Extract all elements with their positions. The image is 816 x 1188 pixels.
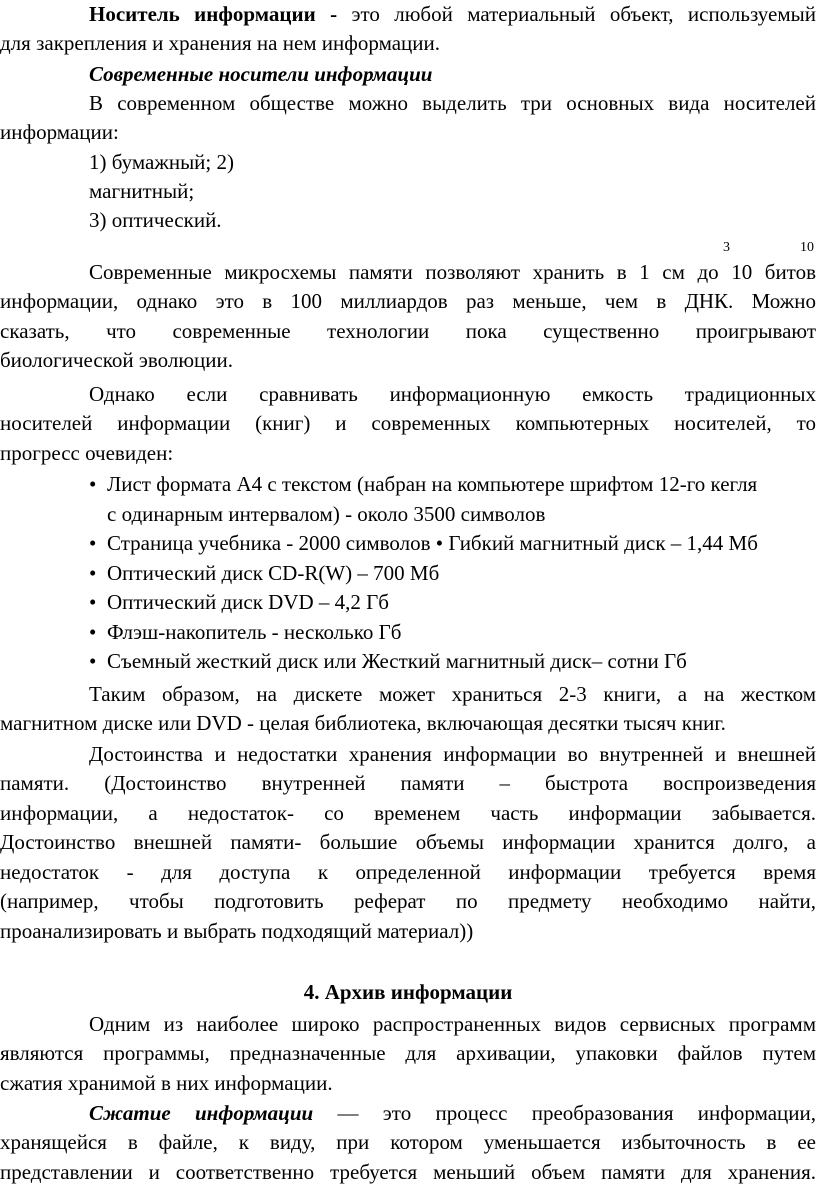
list-item [89, 618, 816, 648]
memory-line7: проанализировать и выбрать подходящий материал)) [0, 918, 474, 943]
archive-line3: сжатия хранимой в них информации. [0, 1070, 333, 1095]
capacity-list [89, 470, 816, 677]
compression-text: — это процесс преобразования информации, [313, 1101, 816, 1125]
types-paragraph-cont [0, 118, 816, 148]
memory-line6: (например, чтобы подготовить реферат по предмету необходимо найти, [0, 889, 816, 913]
conclusion-paragraph [0, 680, 816, 710]
list-item-1-line2: с одинарным интервалом) - около 3500 символов [107, 501, 546, 526]
archive-paragraph [0, 1010, 816, 1040]
compare-line1: Однако если сравнивать информационную емкость традиционных [89, 382, 816, 406]
definition-paragraph-cont [0, 29, 816, 59]
chips-line4: биологической эволюции. [0, 348, 233, 372]
list-item-3: Оптический диск CD-R(W) – 700 Мб [107, 560, 440, 585]
chips-line3: сказать, что современные технологии пока существенно проигрывают [0, 318, 816, 343]
definition-text: это любой материальный объект, используемый [337, 2, 816, 26]
superscript-10: 10 [800, 240, 814, 255]
list-item-5: Флэш-накопитель - несколько Гб [107, 619, 402, 644]
list-item-2: Страница учебника - 2000 символов • Гибкий магнитный диск – 1,44 Мб [107, 531, 758, 555]
compression-line3: представлении и соответственно требуется меньший объем памяти для хранения. [0, 1159, 816, 1184]
list-item [89, 588, 816, 618]
compare-paragraph-cont [0, 409, 816, 468]
conclusion-paragraph-cont [0, 709, 816, 739]
list-item [89, 647, 816, 677]
archive-line1: Одним из наиболее широко распространенных видов сервисных программ [89, 1012, 816, 1036]
types-paragraph [0, 89, 816, 119]
types-item-2-text: магнитный; [89, 179, 195, 203]
memory-paragraph [0, 740, 816, 770]
compression-term: Сжатие информации [89, 1101, 314, 1125]
memory-line2: памяти. (Достоинство внутренней памяти – быстрота воспроизведения [0, 771, 816, 795]
compression-paragraph-cont [0, 1128, 816, 1187]
superscript-3: 3 [723, 240, 730, 255]
modern-carriers-heading-text: Современные носители информации [89, 62, 433, 86]
types-item-3-text: 3) оптический. [89, 208, 222, 232]
list-item-6: Съемный жесткий диск или Жесткий магнитный диск– сотни Гб [107, 649, 687, 673]
chips-paragraph-cont [0, 287, 816, 376]
types-line2: информации: [0, 120, 119, 144]
chips-paragraph [0, 258, 816, 288]
list-item [89, 559, 816, 589]
compression-paragraph [0, 1099, 816, 1129]
memory-line1: Достоинства и недостатки хранения информации во внутренней и внешней [89, 742, 816, 766]
compare-line3: прогресс очевиден: [0, 440, 174, 465]
types-item-1 [0, 148, 816, 178]
section-heading: 4. Архив информации [303, 980, 513, 1004]
chips-line2: информации, однако это в 100 миллиардов раз меньше, чем в ДНК. Можно [0, 289, 816, 313]
definition-paragraph [0, 0, 816, 30]
compare-paragraph [0, 380, 816, 410]
memory-line5: недостаток - для доступа к определенной информации требуется время [0, 859, 816, 884]
list-item [89, 470, 816, 529]
memory-line4: Достоинство внешней памяти- большие объемы информации хранится долго, а [0, 830, 816, 854]
modern-carriers-heading [0, 60, 816, 90]
conclusion-line2: магнитном диске или DVD - целая библиотека, включающая десятки тысяч книг. [0, 711, 726, 735]
definition-term: Носитель информации - [89, 2, 338, 26]
chips-line1: Современные микросхемы памяти позволяют хранить в 1 см до 10 битов [89, 260, 816, 284]
list-item [89, 529, 816, 559]
archive-paragraph-cont [0, 1039, 816, 1098]
types-item-3 [0, 206, 816, 236]
list-item-1-line1: Лист формата А4 с текстом (набран на компьютере шрифтом 12-го кегля [107, 472, 758, 496]
list-item-4: Оптический диск DVD – 4,2 Гб [107, 590, 389, 614]
memory-paragraph-cont [0, 769, 816, 946]
compression-line2: хранящейся в файле, к виду, при котором уменьшается избыточность в ее [0, 1130, 816, 1154]
conclusion-line1: Таким образом, на дискете может храниться 2-3 книги, а на жестком [89, 682, 816, 706]
types-item-1-text: 1) бумажный; 2) [89, 150, 234, 174]
archive-line2: являются программы, предназначенные для архивации, упаковки файлов путем [0, 1041, 816, 1065]
definition-line2: для закрепления и хранения на нем информации. [0, 31, 440, 55]
types-item-2 [0, 177, 816, 207]
types-line1: В современном обществе можно выделить три основных вида носителей [89, 91, 816, 115]
compare-line2: носителей информации (книг) и современных компьютерных носителей, то [0, 411, 816, 435]
memory-line3: информации, а недостаток- со временем часть информации забывается. [0, 800, 816, 825]
